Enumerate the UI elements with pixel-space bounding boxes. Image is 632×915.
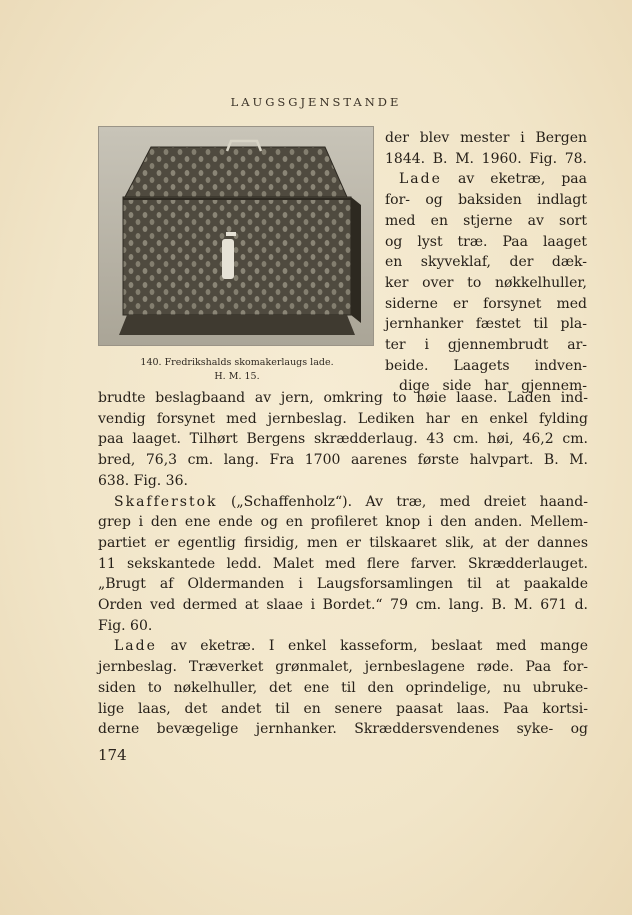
lade-keyword-2: Lade xyxy=(114,638,157,655)
side-line: jernhanker fæstet til pla- xyxy=(385,316,587,333)
body-line: Orden ved dermed at slaae i Bordet.“ 79 cm. lang. B. M. 671 d. xyxy=(98,597,588,614)
side-line: der blev mester i Bergen xyxy=(385,130,587,146)
body-line: paa laaget. Tilhørt Bergens skrædderlaug. 43 cm. høi, 46,2 cm. xyxy=(98,431,588,448)
paragraph-skafferstok xyxy=(98,492,588,513)
side-line: siderne er forsynet med xyxy=(385,295,587,312)
body-line: siden to nøkelhuller, det ene til den oprindelige, nu ubruke- xyxy=(98,679,588,696)
side-line: for- og baksiden indlagt xyxy=(385,192,587,209)
body-line: brudte beslagbaand av jern, omkring to høie laase. Laden ind- xyxy=(98,390,588,406)
body-line: 11 sekskantede ledd. Malet med flere farver. Skrædderlauget. xyxy=(98,555,588,572)
lade-rest-2: av eketræ. I enkel kasseform, beslaat med mange xyxy=(156,638,588,655)
body-line: „Brugt af Oldermanden i Laugsforsamlingen til at paakalde xyxy=(98,576,588,593)
figure-caption xyxy=(98,356,376,384)
page-number: 174 xyxy=(98,746,127,764)
paragraph-lade xyxy=(98,636,588,657)
caption-line-2: H. M. 15. xyxy=(214,371,260,382)
side-line: beide. Laagets indven- xyxy=(385,357,587,374)
body-line: jernbeslag. Træverket grønmalet, jernbeslagene røde. Paa for- xyxy=(98,659,588,676)
lade-rest: av eketræ, paa xyxy=(457,171,588,188)
skafferstok-rest: („Schaffenholz“). Av træ, med dreiet haand- xyxy=(217,493,588,510)
body-line: bred, 76,3 cm. lang. Fra 1700 aarenes første halvpart. B. M. xyxy=(98,452,588,469)
body-line: vendig forsynet med jernbeslag. Lediken har en enkel fylding xyxy=(98,410,588,427)
running-header: LAUGSGJENSTANDE xyxy=(230,95,402,109)
side-column xyxy=(385,128,587,397)
body-line: Fig. 60. xyxy=(98,617,153,634)
body-line: 638. Fig. 36. xyxy=(98,472,188,489)
side-line: med en stjerne av sort xyxy=(385,212,587,229)
caption-line-1: 140. Fredrikshalds skomakerlaugs lade. xyxy=(140,357,334,368)
side-line: og lyst træ. Paa laaget xyxy=(385,233,587,250)
chest-illustration xyxy=(99,127,373,345)
lade-keyword: Lade xyxy=(399,171,442,188)
main-text xyxy=(98,388,588,740)
side-line: en skyveklaf, der dæk- xyxy=(385,254,587,271)
chest-photo xyxy=(98,126,374,346)
side-line: dige side har gjennem- xyxy=(399,378,587,395)
body-line: lige laas, det andet til en senere paasat laas. Paa kortsi- xyxy=(98,700,588,717)
skafferstok-keyword: Skafferstok xyxy=(114,493,218,510)
side-line-lade xyxy=(385,169,587,190)
body-line: partiet er egentlig firsidig, men er tilskaaret slik, at der dannes xyxy=(98,534,588,551)
side-line: ker over to nøkkelhuller, xyxy=(385,274,587,291)
side-line: 1844. B. M. 1960. Fig. 78. xyxy=(385,150,587,167)
body-line: grep i den ene ende og en profileret knop i den anden. Mellem- xyxy=(98,514,588,531)
body-line: derne bevægelige jernhanker. Skræddersvendenes syke- og xyxy=(98,721,588,738)
side-line: ter i gjennembrudt ar- xyxy=(385,337,587,354)
figure xyxy=(98,126,376,384)
